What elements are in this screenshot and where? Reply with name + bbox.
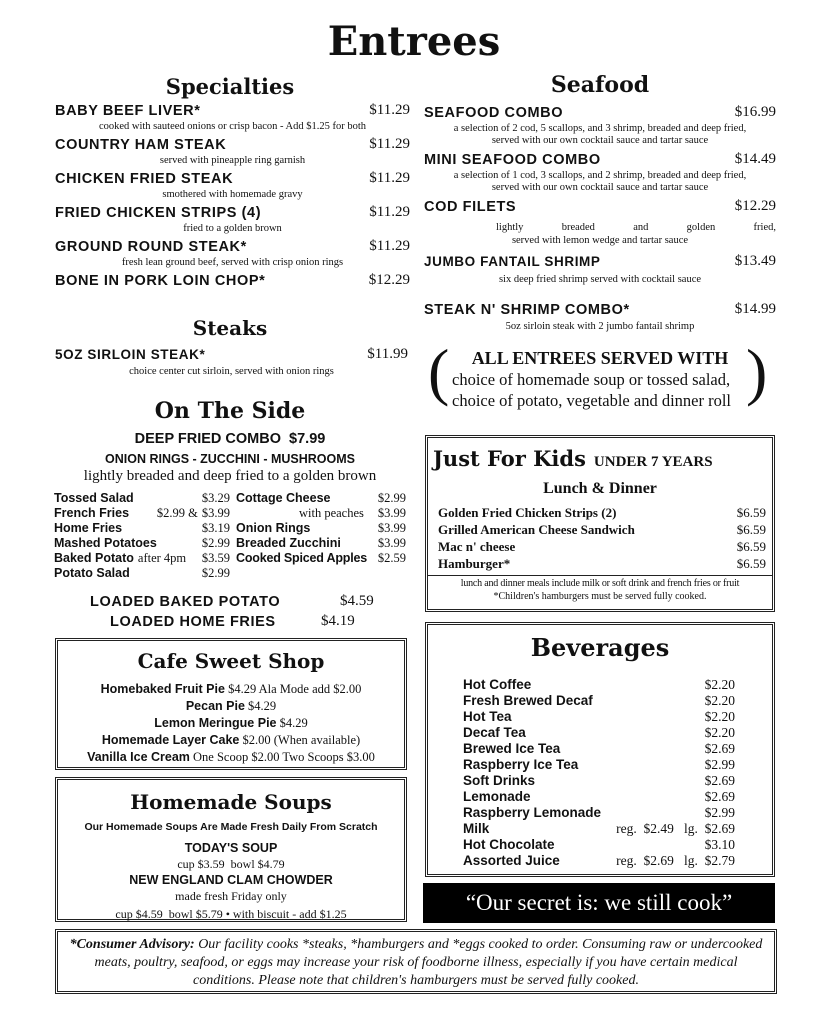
menu-item: [424, 151, 776, 198]
item-name: COD FILETS: [424, 199, 517, 215]
side-item-name: Cottage Cheese: [236, 491, 331, 505]
side-item-price: $2.59: [377, 551, 406, 565]
loaded-item: [90, 613, 380, 633]
slogan-banner: “Our secret is: we still cook”: [423, 883, 775, 923]
item-name: BABY BEEF LIVER*: [55, 103, 201, 119]
item-desc: smothered with homemade gravy: [162, 189, 303, 200]
menu-item: [55, 102, 410, 136]
item-price: $16.99: [734, 104, 776, 120]
specialties-heading: Specialties: [165, 74, 295, 99]
side-item-price: $3.29: [201, 491, 230, 505]
kids-item-price: $6.59: [736, 556, 766, 571]
side-item-price: $3.19: [201, 521, 230, 535]
side-item: [236, 536, 406, 551]
beverage-item: [463, 837, 735, 853]
side-item: [54, 491, 230, 506]
kids-item-name: Grilled American Cheese Sandwich: [438, 522, 635, 537]
soups-box: [55, 777, 407, 922]
kids-item: [438, 555, 766, 572]
item-desc: cooked with sauteed onions or crisp bacon - Add $1.25 for both: [98, 121, 367, 132]
side-item: [236, 506, 406, 521]
menu-item: [424, 253, 776, 301]
item-name: 5OZ SIRLOIN STEAK*: [55, 347, 206, 362]
beverage-price: $2.69: [704, 789, 735, 804]
item-name: FRIED CHICKEN STRIPS (4): [55, 205, 262, 221]
all-entrees-line2: choice of potato, vegetable and dinner roll: [452, 391, 732, 410]
steaks-list: [55, 346, 408, 380]
sweet-item-name: Vanilla Ice Cream: [87, 750, 190, 764]
sweet-item-detail: $4.29: [279, 716, 308, 730]
menu-item: [55, 346, 408, 380]
item-desc: 5oz sirloin steak with 2 jumbo fantail shrimp: [505, 321, 695, 332]
beverage-item: [463, 677, 735, 693]
side-item-price: $2.99: [377, 491, 406, 505]
kids-item-name: Hamburger*: [438, 556, 511, 571]
side-item-price: $3.99: [201, 506, 230, 520]
sweet-shop-heading: Cafe Sweet Shop: [137, 649, 325, 673]
item-name: CHICKEN FRIED STEAK: [55, 171, 234, 187]
side-item: [236, 491, 406, 506]
item-desc: a selection of 2 cod, 5 scallops, and 3 shrimp, breaded and deep fried,: [453, 123, 747, 134]
side-combo: DEEP FRIED COMBO $7.99: [134, 431, 326, 447]
beverage-item: [463, 757, 735, 773]
item-desc: served with our own cocktail sauce and tartar sauce: [491, 182, 709, 193]
beverage-price: $2.99: [704, 757, 735, 772]
left-paren: (: [428, 336, 450, 407]
kids-note2: *Children's hamburgers must be served fully cooked.: [493, 591, 707, 602]
side-item-note: $2.99 &: [156, 506, 198, 520]
right-paren: ): [746, 336, 768, 407]
soups-heading: Homemade Soups: [130, 790, 332, 814]
beverages-heading: Beverages: [530, 633, 670, 662]
side-item-note: after 4pm: [137, 551, 187, 565]
sweet-item: [58, 698, 404, 715]
sweet-item: [58, 681, 404, 698]
item-name: STEAK N' SHRIMP COMBO*: [424, 302, 630, 318]
item-price: $14.99: [734, 301, 776, 317]
item-price: $11.29: [369, 136, 410, 152]
side-item: [54, 521, 230, 536]
advisory-body: Our facility cooks *steaks, *hamburgers and *eggs cooked to order. Consuming raw or undercooked meats, poultry, seafood, or eggs may increase your risk of foodborne illness, especially if you have certain medical conditions. Please note that children's hamburgers must be served fully cooked.: [94, 937, 763, 988]
sweet-item-detail: $4.29 Ala Mode add $2.00: [228, 682, 362, 696]
beverage-item: [463, 805, 735, 821]
beverage-name: Hot Coffee: [463, 677, 532, 692]
seafood-heading: Seafood: [550, 72, 650, 98]
kids-item-name: Mac n' cheese: [438, 539, 516, 554]
all-entrees-heading: ALL ENTREES SERVED WITH: [471, 348, 729, 368]
side-item-name: Home Fries: [54, 521, 123, 535]
side-item: [236, 521, 406, 536]
today-soup: TODAY'S SOUP: [184, 841, 278, 855]
kids-item: [438, 521, 766, 538]
beverage-price: $2.99: [704, 805, 735, 820]
item-desc: served with lemon wedge and tartar sauce: [511, 235, 689, 246]
kids-item-price: $6.59: [736, 505, 766, 520]
beverage-name: Raspberry Ice Tea: [463, 757, 579, 772]
side-item-price: $3.59: [201, 551, 230, 565]
menu-item: [55, 238, 410, 272]
kids-item: [438, 504, 766, 521]
kids-item-price: $6.59: [736, 522, 766, 537]
menu-item: [424, 301, 776, 335]
item-desc: a selection of 1 cod, 3 scallops, and 2 shrimp, breaded and deep fried,: [453, 170, 747, 181]
clam-chowder-price: cup $4.59 bowl $5.79 • with biscuit - add $1.25: [115, 907, 347, 921]
sweet-item-name: Pecan Pie: [185, 699, 245, 713]
item-price: $11.29: [369, 102, 410, 118]
item-desc: lightly breaded and golden fried,: [496, 222, 776, 233]
sweet-item-name: Lemon Meringue Pie: [154, 716, 277, 730]
advisory-label: *Consumer Advisory:: [69, 937, 195, 952]
side-item: [54, 551, 230, 566]
item-desc: six deep fried shrimp served with cocktail sauce: [498, 274, 702, 285]
menu-item: [55, 170, 410, 204]
kids-item-name: Golden Fried Chicken Strips (2): [438, 505, 617, 520]
side-item-name: Tossed Salad: [54, 491, 134, 505]
side-item-name: Baked Potato: [54, 551, 134, 565]
item-price: $13.49: [734, 253, 776, 269]
item-name: GROUND ROUND STEAK*: [55, 239, 247, 255]
sweet-item: [58, 715, 404, 732]
sweet-item-detail: One Scoop $2.00 Two Scoops $3.00: [193, 750, 375, 764]
item-price: $12.29: [734, 198, 776, 214]
menu-item: [55, 204, 410, 238]
kids-divider: [428, 575, 772, 576]
kids-heading-row: [433, 446, 713, 471]
loaded-item-price: $4.19: [321, 613, 355, 629]
beverages-box: [425, 622, 775, 877]
menu-item: [424, 104, 776, 151]
kids-list: [438, 504, 766, 572]
sweet-item-detail: $4.29: [248, 699, 277, 713]
loaded-list: [90, 593, 380, 633]
item-name: BONE IN PORK LOIN CHOP*: [55, 273, 266, 289]
beverage-item: [463, 821, 735, 837]
sweet-item-detail: $2.00 (When available): [242, 733, 361, 747]
loaded-item-name: LOADED BAKED POTATO: [90, 594, 281, 610]
beverage-name: Hot Chocolate: [463, 837, 555, 852]
menu-item: [55, 136, 410, 170]
beverage-item: [463, 741, 735, 757]
kids-note1: lunch and dinner meals include milk or soft drink and french fries or fruit: [460, 578, 740, 589]
beverage-name: Fresh Brewed Decaf: [463, 693, 593, 708]
side-item: [54, 536, 230, 551]
item-name: JUMBO FANTAIL SHRIMP: [424, 254, 601, 269]
side-item-name: Mashed Potatoes: [54, 536, 157, 550]
kids-meal: Lunch & Dinner: [543, 480, 657, 497]
all-entrees-note: [452, 348, 748, 411]
item-price: $11.29: [369, 170, 410, 186]
advisory-box: [55, 929, 777, 994]
side-item-note: with peaches: [298, 506, 364, 520]
beverage-name: Lemonade: [463, 789, 531, 804]
item-desc: fried to a golden brown: [183, 223, 282, 234]
item-price: $11.29: [369, 238, 410, 254]
today-soup-price: cup $3.59 bowl $4.79: [177, 857, 285, 871]
beverage-name: Raspberry Lemonade: [463, 805, 602, 820]
item-name: MINI SEAFOOD COMBO: [424, 152, 601, 168]
item-price: $11.29: [369, 204, 410, 220]
specialties-list: [55, 102, 410, 296]
clam-chowder-note: made fresh Friday only: [175, 889, 287, 903]
kids-item: [438, 538, 766, 555]
beverage-price: $2.20: [704, 725, 735, 740]
side-item-name: Potato Salad: [54, 566, 130, 580]
item-name: SEAFOOD COMBO: [424, 105, 564, 121]
beverage-price: $2.20: [704, 693, 735, 708]
side-item-name: Breaded Zucchini: [236, 536, 341, 550]
seafood-list: [424, 104, 776, 335]
beverage-price: $2.20: [704, 709, 735, 724]
beverage-name: Brewed Ice Tea: [463, 741, 561, 756]
beverage-price: reg. $2.69 lg. $2.79: [616, 853, 735, 868]
item-desc: choice center cut sirloin, served with onion rings: [129, 366, 334, 377]
side-item-name: Cooked Spiced Apples: [236, 551, 367, 565]
loaded-item-price: $4.59: [340, 593, 374, 609]
item-desc: fresh lean ground beef, served with crisp onion rings: [121, 257, 344, 268]
beverage-price: $2.69: [704, 773, 735, 788]
loaded-item: [90, 593, 380, 613]
side-item-price: $3.99: [377, 536, 406, 550]
beverage-name: Milk: [463, 821, 490, 836]
beverage-item: [463, 693, 735, 709]
side-combo-desc: lightly breaded and deep fried to a golden brown: [83, 468, 377, 484]
side-left-list: [54, 491, 230, 581]
steaks-heading: Steaks: [192, 316, 268, 340]
beverage-item: [463, 853, 735, 869]
beverage-item: [463, 725, 735, 741]
side-item-price: $3.99: [377, 521, 406, 535]
sweet-item-name: Homemade Layer Cake: [101, 733, 240, 747]
item-name: COUNTRY HAM STEAK: [55, 137, 227, 153]
clam-chowder: NEW ENGLAND CLAM CHOWDER: [129, 873, 333, 887]
side-combo-items: ONION RINGS - ZUCCHINI - MUSHROOMS: [105, 452, 355, 466]
beverage-name: Decaf Tea: [463, 725, 526, 740]
side-item-name: Onion Rings: [236, 521, 311, 535]
soups-content: [58, 820, 404, 924]
item-price: $11.99: [367, 346, 408, 362]
kids-box: [425, 435, 775, 612]
soups-tagline: Our Homemade Soups Are Made Fresh Daily From Scratch: [84, 821, 378, 833]
beverage-price: reg. $2.49 lg. $2.69: [616, 821, 735, 836]
kids-subheading: UNDER 7 YEARS: [593, 454, 713, 470]
side-item-name: French Fries: [54, 506, 130, 520]
beverage-name: Assorted Juice: [463, 853, 560, 868]
item-desc: served with pineapple ring garnish: [159, 155, 306, 166]
beverage-name: Hot Tea: [463, 709, 512, 724]
beverage-price: $3.10: [704, 837, 735, 852]
side-item: [236, 551, 406, 566]
side-item: [54, 506, 230, 521]
beverage-item: [463, 789, 735, 805]
kids-heading: Just For Kids: [433, 446, 586, 471]
sweet-item: [58, 732, 404, 749]
beverage-item: [463, 709, 735, 725]
menu-item: [55, 272, 410, 296]
kids-item-price: $6.59: [736, 539, 766, 554]
sweet-shop-box: [55, 638, 407, 770]
side-item-price: $2.99: [201, 536, 230, 550]
item-price: $12.29: [368, 272, 410, 288]
side-item: [54, 566, 230, 581]
side-heading: On The Side: [154, 398, 306, 424]
beverage-price: $2.20: [704, 677, 735, 692]
all-entrees-line1: choice of homemade soup or tossed salad,: [452, 370, 731, 389]
advisory-text: [68, 936, 764, 990]
menu-item: [424, 198, 776, 253]
side-item-price: $3.99: [377, 506, 406, 520]
item-desc: served with our own cocktail sauce and tartar sauce: [491, 135, 709, 146]
beverage-item: [463, 773, 735, 789]
beverage-name: Soft Drinks: [463, 773, 536, 788]
sweet-item-name: Homebaked Fruit Pie: [100, 682, 225, 696]
side-right-list: [236, 491, 406, 566]
beverage-price: $2.69: [704, 741, 735, 756]
loaded-item-name: LOADED HOME FRIES: [110, 614, 276, 630]
page-title: Entrees: [327, 18, 501, 65]
item-price: $14.49: [734, 151, 776, 167]
sweet-item: [58, 749, 404, 766]
beverages-list: [463, 677, 735, 869]
sweet-shop-list: [58, 681, 404, 766]
side-item-price: $2.99: [201, 566, 230, 580]
